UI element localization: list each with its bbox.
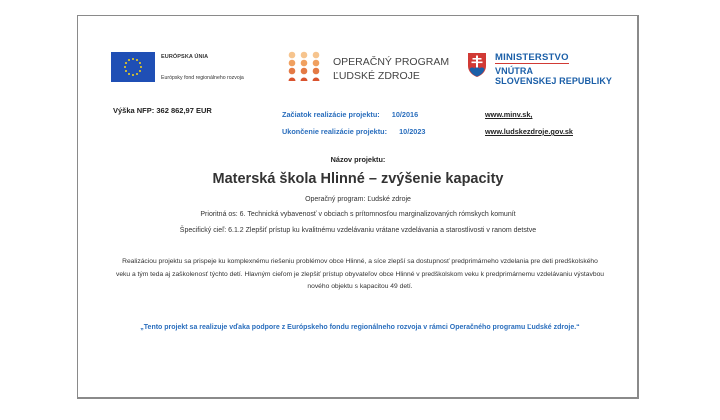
ministry-line1: MINISTERSTVO — [495, 52, 569, 63]
project-title: Materská škola Hlinné – zvýšenie kapacity — [212, 171, 504, 187]
funding-statement: „Tento projekt sa realizuje vďaka podpore z Európskeho fondu regionálneho rozvoja v rámci Operačného programu Ľudské zdroje.“ — [140, 324, 580, 331]
end-date-label: Ukončenie realizácie projektu: — [282, 127, 388, 136]
start-date-value: 10/2016 — [391, 110, 419, 119]
ministry-lines — [495, 66, 612, 86]
operational-program: Operačný program: Ľudské zdroje — [305, 196, 411, 203]
end-date-value: 10/2023 — [399, 127, 426, 136]
specific-goal: Špecifický cieľ: 6.1.2 Zlepšiť prístup ku kvalitnému vzdelávaniu vrátane vzdelávania a starostlivosti v ranom detstve — [179, 227, 537, 234]
ministry-line2: VNÚTRA — [495, 66, 534, 76]
start-date-label: Začiatok realizácie projektu: — [282, 110, 380, 119]
end-date-row — [282, 123, 425, 140]
project-description: Realizáciou projektu sa prispeje ku komplexnému riešeniu problémov obce Hlinné, a síce zlepší sa dostupnosť predprimárneho vzdelania pre deti predškolského veku a tým teda aj zaškolenosť týchto detí. Hlavným cieľom je zlepšiť prístup obyvateľov obce Hlinné v predškolskom veku k predprimárnemu vzdelávaniu výstavbou nového objektu s kapacitou 49 detí. — [115, 258, 605, 290]
op-title-line2: ĽUDSKÉ ZDROJE — [333, 70, 420, 82]
project-dates — [282, 106, 425, 140]
links — [485, 106, 573, 140]
eu-title: EURÓPSKA ÚNIA — [161, 54, 209, 60]
op-title-line1: OPERAČNÝ PROGRAM — [333, 56, 450, 68]
slovak-coat-of-arms-icon — [467, 52, 487, 78]
eu-subtitle: Európsky fond regionálneho rozvoja — [161, 75, 244, 81]
op-dots-icon — [287, 51, 323, 83]
nfp-amount: Výška NFP: 362 862,97 EUR — [113, 106, 212, 115]
link-minv[interactable]: www.minv.sk, — [485, 110, 533, 119]
eu-flag-icon — [111, 52, 155, 82]
start-date-row — [282, 106, 425, 123]
ministry-line3: SLOVENSKEJ REPUBLIKY — [495, 76, 613, 86]
project-name-label: Názov projektu: — [330, 155, 386, 164]
op-title — [333, 55, 449, 83]
priority-axis: Prioritná os: 6. Technická vybavenosť v obciach s prítomnosťou marginalizovaných rómskych komunít — [200, 211, 516, 218]
link-ludskezdroje[interactable]: www.ludskezdroje.gov.sk — [485, 127, 573, 136]
